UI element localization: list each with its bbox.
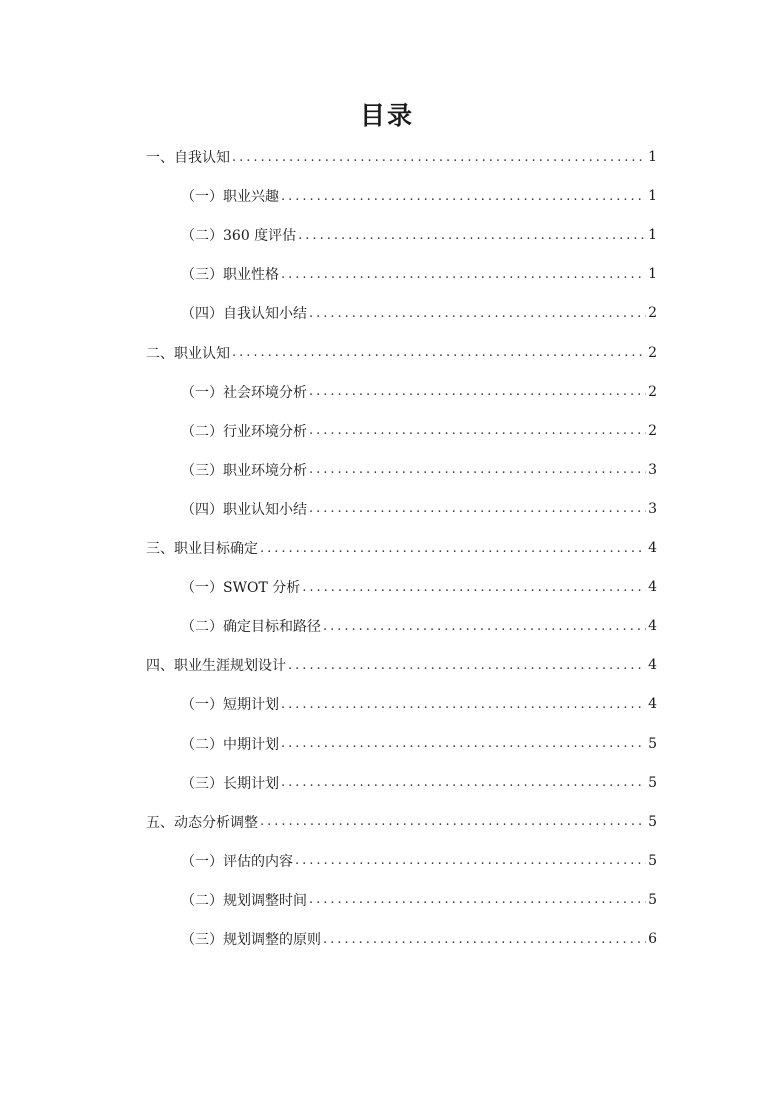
toc-page-number: 5 (648, 891, 657, 908)
toc-page-number: 2 (648, 422, 657, 439)
toc-entry-label: 三、职业目标确定 (146, 541, 258, 557)
toc-entry-chapter[interactable] (146, 530, 657, 566)
toc-page-number: 5 (648, 774, 657, 791)
toc-dot-leader (302, 580, 646, 595)
toc-dot-leader (281, 267, 646, 282)
toc-entry-chapter[interactable] (146, 335, 657, 371)
toc-entry-section[interactable] (181, 295, 657, 331)
toc-page-number: 5 (648, 735, 657, 752)
toc-entry-section[interactable] (181, 921, 657, 957)
toc-dot-leader (260, 814, 646, 829)
toc-dot-leader (232, 345, 646, 360)
toc-entry-label: （四）职业认知小结 (181, 501, 307, 518)
toc-entry-label: （一）短期计划 (181, 697, 279, 714)
toc-page-number: 4 (648, 618, 657, 635)
toc-entry-label: 一、自我认知 (146, 150, 230, 166)
toc-page-number: 4 (648, 579, 657, 596)
toc-page-number: 1 (648, 227, 657, 244)
toc-dot-leader (281, 697, 646, 712)
toc-page-number: 1 (648, 188, 657, 205)
toc-entry-section[interactable] (181, 843, 657, 879)
toc-page-number: 2 (648, 344, 657, 361)
toc-page-number: 3 (648, 500, 657, 517)
toc-dot-leader (323, 932, 646, 947)
toc-entry-label: （一）SWOT 分析 (181, 580, 301, 597)
toc-entry-chapter[interactable] (146, 804, 657, 840)
toc-entry-label: （一）评估的内容 (181, 853, 293, 870)
toc-entry-chapter[interactable] (146, 139, 657, 175)
toc-dot-leader (309, 384, 646, 399)
toc-entry-section[interactable] (181, 178, 657, 214)
toc-page-number: 4 (648, 657, 657, 674)
toc-dot-leader (309, 462, 646, 477)
toc-page-number: 5 (648, 813, 657, 830)
toc-page-number: 2 (648, 305, 657, 322)
toc-page-number: 6 (648, 931, 657, 947)
toc-page-number: 1 (648, 149, 657, 165)
toc-entry-label: 四、职业生涯规划设计 (146, 658, 286, 675)
toc-entry-section[interactable] (181, 726, 657, 762)
toc-dot-leader (281, 775, 646, 790)
toc-entry-section[interactable] (181, 608, 657, 644)
toc-entry-label: （四）自我认知小结 (181, 306, 307, 323)
toc-dot-leader (232, 150, 646, 165)
toc-entry-section[interactable] (181, 452, 657, 488)
toc-page-number: 3 (648, 461, 657, 478)
toc-entry-section[interactable] (181, 569, 657, 605)
toc-dot-leader (323, 619, 646, 634)
toc-entry-label: （三）职业性格 (181, 267, 279, 284)
toc-entry-section[interactable] (181, 374, 657, 410)
toc-page-number: 4 (648, 540, 657, 556)
toc-dot-leader (309, 306, 646, 321)
toc-entry-label: （二）规划调整时间 (181, 892, 307, 909)
toc-entry-section[interactable] (181, 217, 657, 253)
toc-entry-section[interactable] (181, 686, 657, 722)
toc-dot-leader (281, 189, 646, 204)
toc-entry-section[interactable] (181, 882, 657, 918)
toc-entry-label: （一）社会环境分析 (181, 384, 307, 401)
toc-page-number: 5 (648, 852, 657, 869)
toc-dot-leader (309, 892, 646, 907)
toc-dot-leader (295, 853, 646, 868)
toc-entry-label: 二、职业认知 (146, 345, 230, 362)
toc-entry-section[interactable] (181, 491, 657, 527)
toc-entry-section[interactable] (181, 413, 657, 449)
toc-entry-label: （二）行业环境分析 (181, 423, 307, 440)
toc-entry-label: （二）中期计划 (181, 736, 279, 753)
toc-dot-leader (309, 501, 646, 516)
toc-page-number: 4 (648, 696, 657, 713)
toc-dot-leader (288, 658, 646, 673)
toc-entry-label: 五、动态分析调整 (146, 814, 258, 831)
toc-page-number: 2 (648, 383, 657, 400)
toc-entry-label: （一）职业兴趣 (181, 189, 279, 206)
toc-entry-label: （三）职业环境分析 (181, 462, 307, 479)
toc-entry-section[interactable] (181, 765, 657, 801)
toc-dot-leader (309, 423, 646, 438)
toc-entry-label: （三）规划调整的原则 (181, 932, 321, 948)
toc-dot-leader (298, 228, 646, 243)
toc-entry-label: （二）确定目标和路径 (181, 619, 321, 636)
toc-entry-section[interactable] (181, 256, 657, 292)
toc-entry-label: （三）长期计划 (181, 775, 279, 792)
toc-entry-chapter[interactable] (146, 647, 657, 683)
toc-page-number: 1 (648, 266, 657, 283)
toc-entry-label: （二）360 度评估 (181, 228, 297, 245)
toc-dot-leader (260, 541, 646, 556)
toc-title: 目录 (359, 101, 414, 130)
toc-dot-leader (281, 736, 646, 751)
